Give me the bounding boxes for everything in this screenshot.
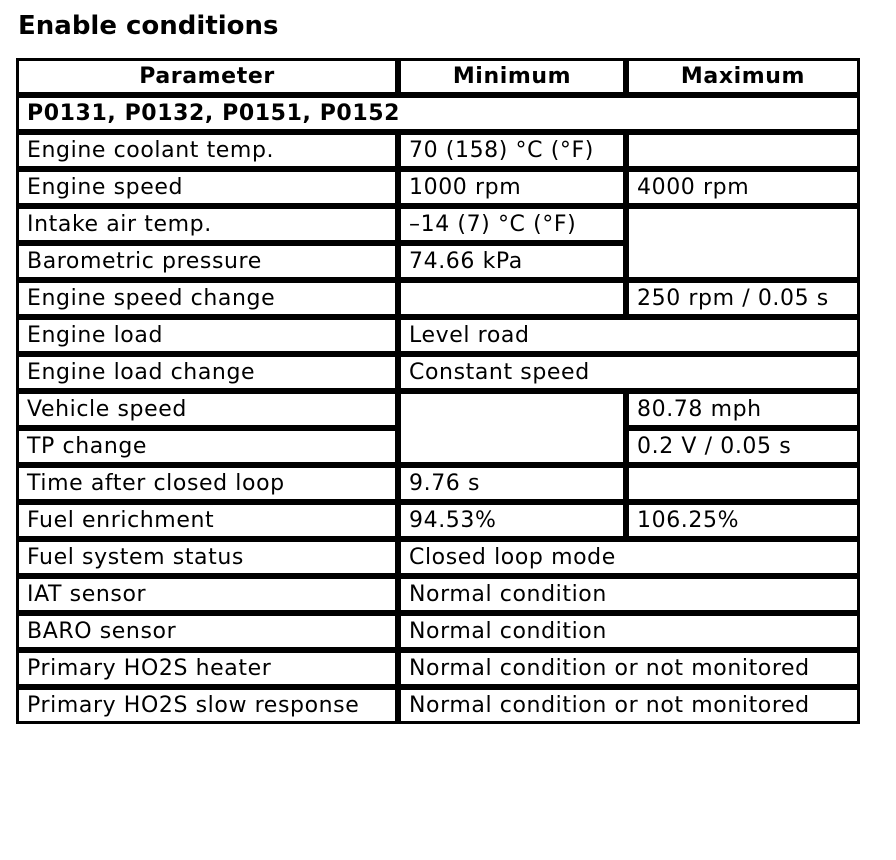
maximum-cell xyxy=(626,132,860,169)
value-cell: Normal condition xyxy=(398,576,860,613)
group-row xyxy=(16,95,860,132)
column-header-parameter: Parameter xyxy=(16,58,398,95)
maximum-cell: 0.2 V / 0.05 s xyxy=(626,428,860,465)
value-cell: Level road xyxy=(398,317,860,354)
table-row xyxy=(16,280,860,317)
value-cell: Normal condition xyxy=(398,613,860,650)
table-row xyxy=(16,613,860,650)
table-row xyxy=(16,650,860,687)
minimum-cell xyxy=(398,280,626,317)
value-cell: Normal condition or not monitored xyxy=(398,650,860,687)
table-row xyxy=(16,465,860,502)
page-title: Enable conditions xyxy=(18,11,279,41)
parameter-cell: IAT sensor xyxy=(16,576,398,613)
table-row xyxy=(16,317,860,354)
column-header-minimum: Minimum xyxy=(398,58,626,95)
table-row xyxy=(16,169,860,206)
value-cell: Closed loop mode xyxy=(398,539,860,576)
parameter-cell: Fuel system status xyxy=(16,539,398,576)
parameter-cell: Barometric pressure xyxy=(16,243,398,280)
table-row xyxy=(16,576,860,613)
maximum-cell xyxy=(626,206,860,280)
column-header-maximum: Maximum xyxy=(626,58,860,95)
table-header-row xyxy=(16,58,860,95)
maximum-cell xyxy=(626,465,860,502)
parameter-cell: Engine coolant temp. xyxy=(16,132,398,169)
parameter-cell: BARO sensor xyxy=(16,613,398,650)
maximum-cell: 106.25% xyxy=(626,502,860,539)
table-row xyxy=(16,502,860,539)
table-row xyxy=(16,391,860,428)
minimum-cell: –14 (7) °C (°F) xyxy=(398,206,626,243)
table-row xyxy=(16,539,860,576)
parameter-cell: TP change xyxy=(16,428,398,465)
enable-conditions-table xyxy=(16,58,860,724)
parameter-cell: Engine speed change xyxy=(16,280,398,317)
table-row xyxy=(16,206,860,243)
minimum-cell: 1000 rpm xyxy=(398,169,626,206)
minimum-cell: 74.66 kPa xyxy=(398,243,626,280)
maximum-cell: 250 rpm / 0.05 s xyxy=(626,280,860,317)
parameter-cell: Intake air temp. xyxy=(16,206,398,243)
parameter-cell: Primary HO2S slow response xyxy=(16,687,398,724)
minimum-cell: 94.53% xyxy=(398,502,626,539)
value-cell: Normal condition or not monitored xyxy=(398,687,860,724)
table-row xyxy=(16,132,860,169)
minimum-cell: 9.76 s xyxy=(398,465,626,502)
dtc-group-label: P0131, P0132, P0151, P0152 xyxy=(16,95,860,132)
parameter-cell: Engine load xyxy=(16,317,398,354)
parameter-cell: Engine load change xyxy=(16,354,398,391)
minimum-cell xyxy=(398,391,626,465)
parameter-cell: Primary HO2S heater xyxy=(16,650,398,687)
maximum-cell: 80.78 mph xyxy=(626,391,860,428)
parameter-cell: Fuel enrichment xyxy=(16,502,398,539)
parameter-cell: Vehicle speed xyxy=(16,391,398,428)
parameter-cell: Time after closed loop xyxy=(16,465,398,502)
table-row xyxy=(16,687,860,724)
value-cell: Constant speed xyxy=(398,354,860,391)
parameter-cell: Engine speed xyxy=(16,169,398,206)
table-row xyxy=(16,354,860,391)
maximum-cell: 4000 rpm xyxy=(626,169,860,206)
minimum-cell: 70 (158) °C (°F) xyxy=(398,132,626,169)
